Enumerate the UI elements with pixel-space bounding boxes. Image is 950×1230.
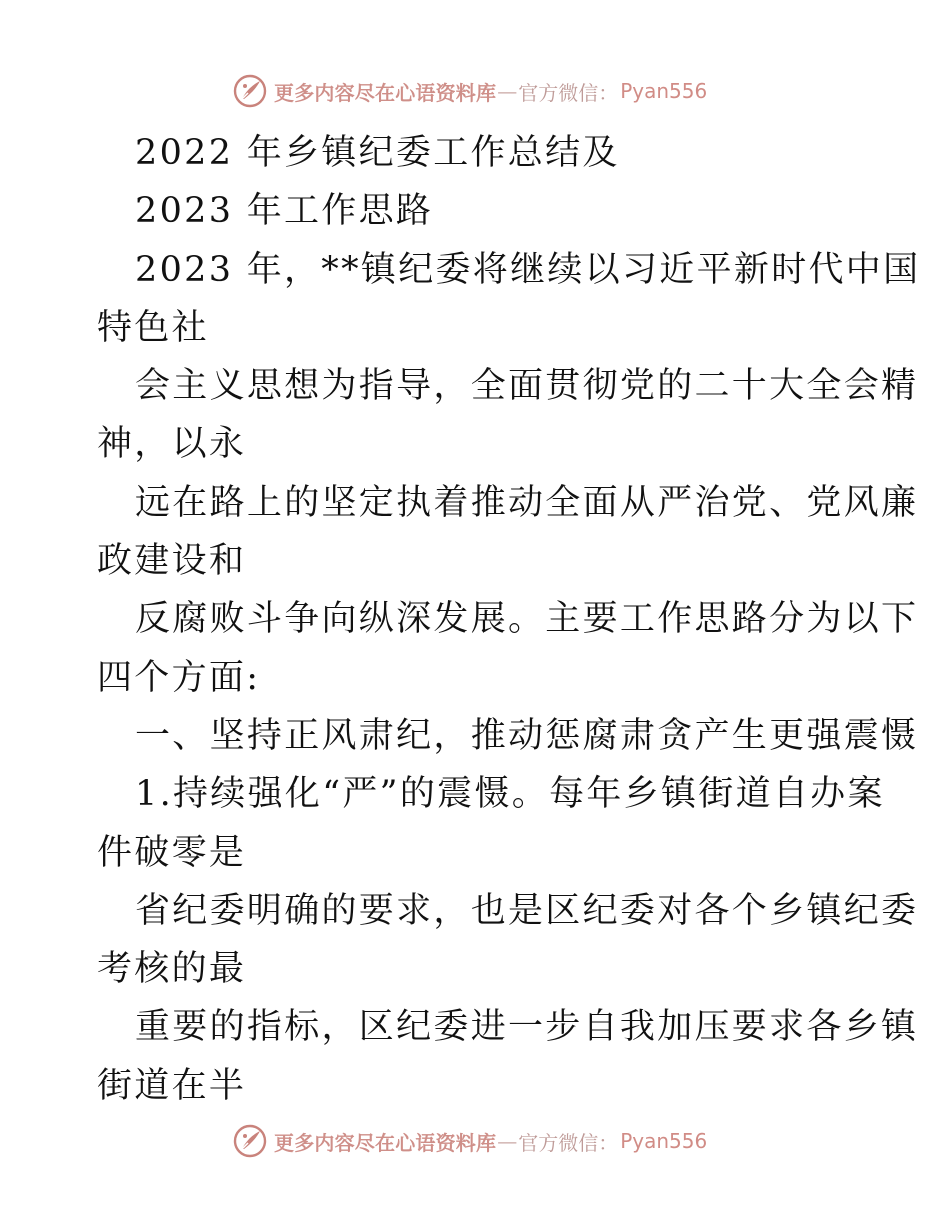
text-line: 远在路上的坚定执着推动全面从严治党、党风廉 <box>135 482 919 523</box>
section-heading: 一、坚持正风肃纪，推动惩腐肃贪产生更强震慑 <box>135 715 919 756</box>
subsection-heading: 1.持续强化“严”的震慑。每年乡镇街道自办案 <box>135 774 885 815</box>
watermark-main-text: 更多内容尽在心语资料库 <box>274 1130 497 1155</box>
header-watermark <box>232 71 707 111</box>
text-line: 特色社 <box>97 307 209 348</box>
watermark-side-text: 官方微信： <box>518 80 619 105</box>
text-line: 会主义思想为指导，全面贯彻党的二十大全会精 <box>135 366 919 407</box>
document-body <box>97 124 921 1115</box>
text-line: 四个方面: <box>97 657 261 698</box>
watermark-separator: — <box>497 1129 518 1153</box>
watermark-id: Pyan556 <box>620 1129 708 1153</box>
title-line-2: 2023 年工作思路 <box>135 191 434 232</box>
quill-logo-icon <box>232 1123 268 1159</box>
text-line: 反腐败斗争向纵深发展。主要工作思路分为以下 <box>135 599 919 640</box>
text-line: 省纪委明确的要求，也是区纪委对各个乡镇纪委 <box>135 890 919 931</box>
watermark-side-text: 官方微信： <box>518 1130 619 1155</box>
text-line: 件破零是 <box>97 832 247 873</box>
footer-watermark <box>232 1121 707 1161</box>
watermark-main-text: 更多内容尽在心语资料库 <box>274 80 497 105</box>
text-line: 2023 年，**镇纪委将继续以习近平新时代中国 <box>135 249 921 290</box>
quill-logo-icon <box>232 73 268 109</box>
title-line-1: 2022 年乡镇纪委工作总结及 <box>135 133 620 173</box>
text-line: 重要的指标，区纪委进一步自我加压要求各乡镇 <box>135 1007 919 1048</box>
text-line: 政建设和 <box>97 541 247 582</box>
text-line: 神，以永 <box>97 424 247 465</box>
watermark-id: Pyan556 <box>620 79 708 103</box>
text-line: 街道在半 <box>97 1065 247 1106</box>
text-line: 考核的最 <box>97 949 247 990</box>
watermark-separator: — <box>497 79 518 103</box>
